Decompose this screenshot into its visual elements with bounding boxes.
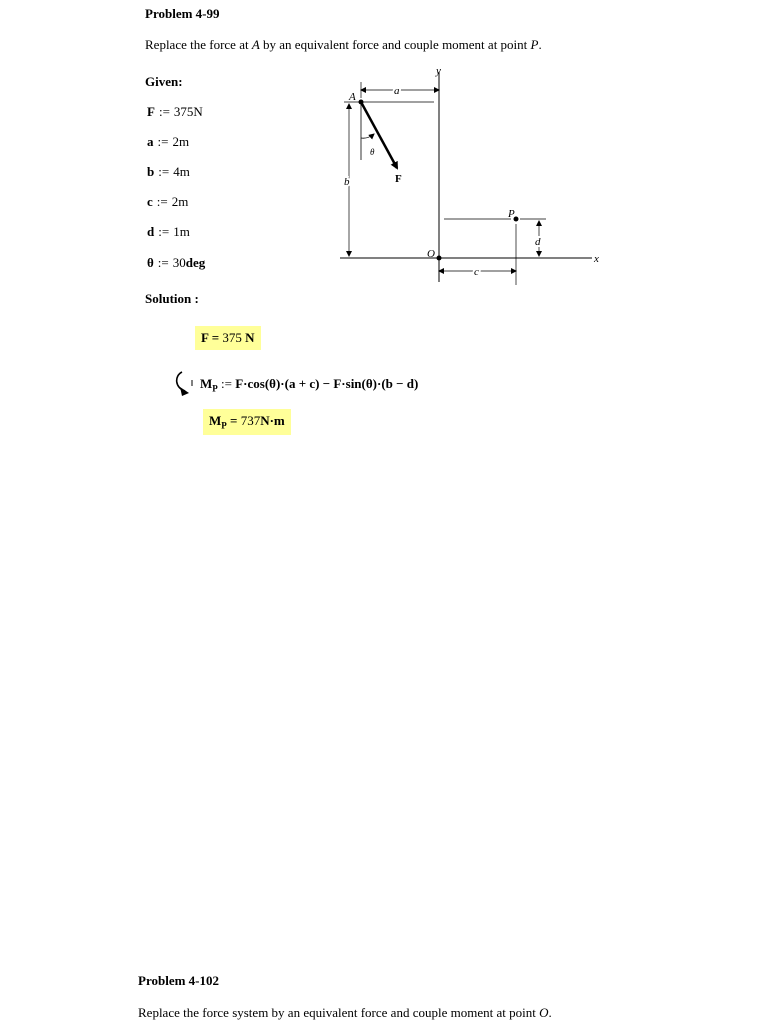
label-dim-d: d bbox=[535, 236, 541, 248]
given-d bbox=[147, 224, 190, 240]
label-dim-b: b bbox=[344, 176, 350, 188]
result-value: 375 bbox=[222, 330, 242, 345]
problem-statement bbox=[145, 37, 542, 53]
var-value: 30 bbox=[172, 255, 186, 270]
assign-op: := bbox=[158, 164, 170, 179]
label-a-point: A bbox=[349, 91, 356, 103]
statement-point-o: O bbox=[539, 1005, 549, 1020]
theta-arc bbox=[361, 134, 374, 138]
result-moment bbox=[203, 409, 291, 435]
statement-text: . bbox=[548, 1005, 552, 1020]
result-unit: N·m bbox=[260, 413, 285, 428]
eq-lhs-sub: P bbox=[212, 383, 218, 394]
moment-equation bbox=[200, 376, 418, 394]
eq-op: = bbox=[230, 413, 238, 428]
var-value: 4m bbox=[173, 164, 190, 179]
assign-op: := bbox=[158, 224, 170, 239]
statement-text: by an equivalent force and couple moment at point bbox=[259, 37, 531, 52]
statement-point-p: P bbox=[530, 37, 539, 52]
statement-text: Replace the force at bbox=[145, 37, 252, 52]
statement-text: . bbox=[538, 37, 542, 52]
given-b bbox=[147, 164, 190, 180]
eq-rhs: F·cos(θ)·(a + c) − F·sin(θ)·(b − d) bbox=[235, 376, 419, 391]
solution-label: Solution : bbox=[145, 291, 199, 306]
result-lhs-sub: P bbox=[221, 420, 227, 431]
label-y: y bbox=[436, 65, 441, 77]
given-theta bbox=[147, 255, 205, 271]
given-c bbox=[147, 194, 188, 210]
label-x: x bbox=[594, 253, 599, 265]
assign-op: := bbox=[156, 194, 168, 209]
result-lhs: M bbox=[209, 413, 222, 428]
label-theta: θ bbox=[370, 147, 375, 157]
var-value: 1m bbox=[173, 224, 190, 239]
var-unit: deg bbox=[185, 255, 206, 270]
problem-title-2: Problem 4-102 bbox=[138, 973, 219, 988]
statement-point-a: A bbox=[251, 37, 260, 52]
var-value: 2m bbox=[171, 194, 189, 209]
eq-lhs: M bbox=[200, 376, 213, 391]
var-value: 2m bbox=[172, 134, 190, 149]
var-name: a bbox=[147, 134, 154, 149]
var-name: d bbox=[147, 224, 155, 239]
result-value: 737 bbox=[240, 413, 261, 428]
counterclockwise-moment-icon bbox=[170, 368, 196, 398]
eq-op: = bbox=[211, 330, 220, 345]
problem-statement-2 bbox=[138, 1005, 552, 1021]
var-name: θ bbox=[147, 255, 154, 270]
assign-op: := bbox=[157, 255, 169, 270]
result-force bbox=[195, 326, 261, 350]
var-name: b bbox=[147, 164, 155, 179]
label-f: F bbox=[395, 173, 402, 185]
problem-title: Problem 4-99 bbox=[145, 6, 220, 21]
var-name: c bbox=[147, 194, 153, 209]
statement-text: Replace the force system by an equivalent force and couple moment at point bbox=[138, 1005, 540, 1020]
label-dim-c: c bbox=[474, 266, 479, 278]
force-f-arrow bbox=[361, 102, 397, 168]
result-lhs: F bbox=[201, 330, 209, 345]
var-name: F bbox=[147, 104, 155, 119]
force-diagram bbox=[330, 60, 610, 290]
given-f bbox=[147, 104, 203, 120]
assign-op: := bbox=[157, 134, 169, 149]
assign-op: := bbox=[158, 104, 170, 119]
label-dim-a: a bbox=[394, 85, 400, 97]
origin-point bbox=[437, 256, 442, 261]
label-o: O bbox=[427, 248, 435, 260]
result-unit: N bbox=[245, 330, 255, 345]
var-value: 375N bbox=[173, 104, 203, 119]
given-a bbox=[147, 134, 189, 150]
assign-op: := bbox=[221, 376, 232, 391]
given-label: Given: bbox=[145, 74, 183, 89]
label-p: P bbox=[508, 208, 515, 220]
